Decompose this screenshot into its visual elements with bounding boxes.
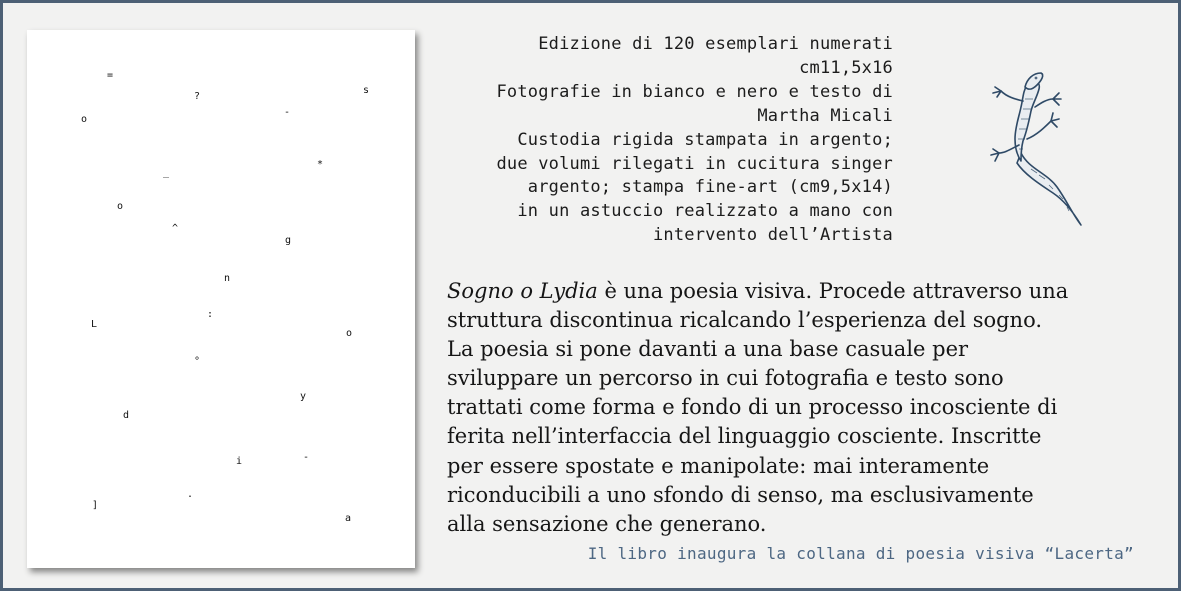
cover-glyph: = [107,70,114,81]
description-line: alla sensazione che generano. [447,511,767,536]
cover-glyph: L [91,319,98,330]
book-cover [27,30,415,568]
cover-glyph: ^ [172,223,179,234]
description-text [447,277,1167,539]
description-line-text: è una poesia visiva. Procede attraverso una [597,279,1069,303]
series-note: Il libro inaugura la collana di poesia visiva “Lacerta” [587,544,1134,563]
cover-glyph: _ [163,167,170,178]
cover-glyph: * [317,159,324,170]
description-line: riconducibili a uno sfondo di senso, ma esclusivamente [447,482,1034,507]
cover-glyph: g [285,235,292,246]
cover-glyph: n [224,273,231,284]
description-line [447,277,1167,306]
cover-glyph: i [236,456,243,467]
description-line: trattati come forma e fondo di un processo incosciente di [447,395,1058,420]
edition-line: in un astuccio realizzato a mano con [517,201,893,222]
cover-glyph: o [81,114,88,125]
cover-glyph: ° [194,356,201,367]
description-line: sviluppare un percorso in cui fotografia e testo sono [447,366,1004,391]
cover-glyph: o [346,328,353,339]
edition-line: intervento dell’Artista [652,225,893,246]
cover-glyph: d [123,410,130,421]
edition-line: Custodia rigida stampata in argento; [517,129,893,150]
cover-glyph: o [117,201,124,212]
cover-glyph: : [207,309,214,320]
description-line: ferita nell’interfaccia del linguaggio cosciente. Inscritte [447,424,1042,449]
cover-glyph: - [284,107,291,118]
cover-glyph: ] [92,500,99,511]
description-line: La poesia si pone davanti a una base casuale per [447,337,969,362]
edition-line: cm11,5x16 [799,57,893,78]
cover-glyph: y [300,391,307,402]
edition-line: argento; stampa fine-art (cm9,5x14) [527,177,893,198]
edition-line: Fotografie in bianco e nero e testo di [496,81,893,102]
edition-line: Martha Micali [757,105,893,126]
edition-line: Edizione di 120 esemplari numerati [538,34,893,54]
edition-line: due volumi rilegati in cucitura singer [496,153,893,174]
lizard-icon [981,69,1093,231]
cover-glyph: a [345,513,352,524]
edition-details [433,33,893,248]
cover-glyph: ? [194,91,201,102]
book-title: Sogno o Lydia [447,279,598,303]
cover-glyph: s [363,85,370,96]
cover-glyph: - [303,452,310,463]
description-line: struttura discontinua ricalcando l’esperienza del sogno. [447,308,1043,333]
description-line: per essere spostate e manipolate: mai interamente [447,453,990,478]
cover-glyph: . [187,489,194,500]
